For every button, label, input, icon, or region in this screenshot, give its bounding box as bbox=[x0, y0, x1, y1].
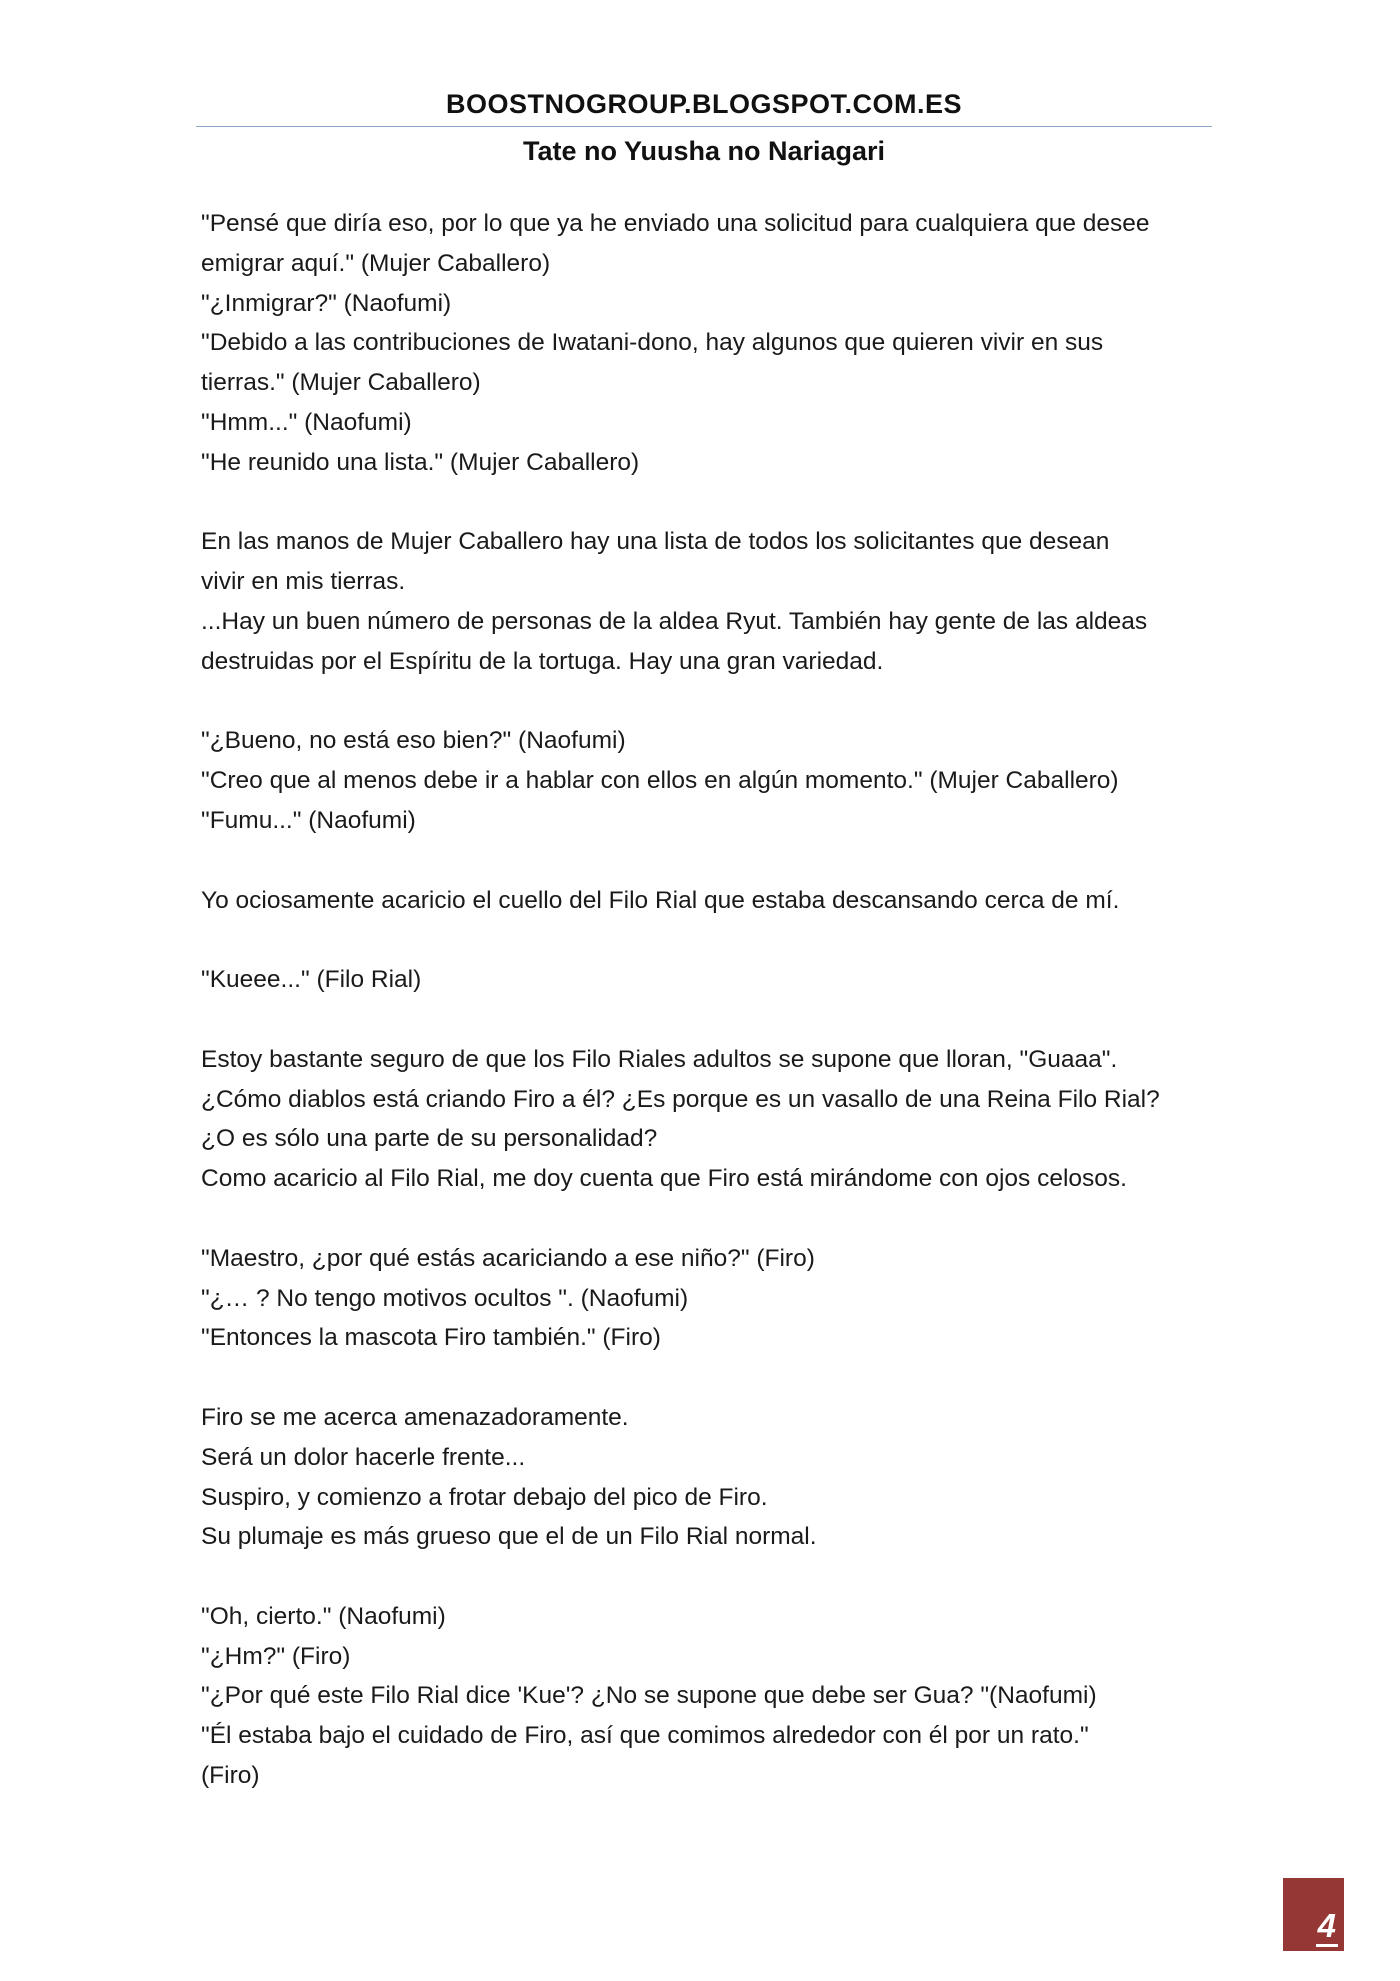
text-line: "Hmm..." (Naofumi) bbox=[201, 408, 412, 436]
text-line: "Oh, cierto." (Naofumi) bbox=[201, 1602, 446, 1630]
text-line: Estoy bastante seguro de que los Filo Riales adultos se supone que lloran, "Guaaa". bbox=[201, 1045, 1118, 1073]
text-line: ¿Cómo diablos está criando Firo a él? ¿Es porque es un vasallo de una Reina Filo Rial? bbox=[201, 1085, 1160, 1113]
text-line: "¿Por qué este Filo Rial dice 'Kue'? ¿No se supone que debe ser Gua? "(Naofumi) bbox=[201, 1682, 1097, 1710]
text-line: "Debido a las contribuciones de Iwatani-dono, hay algunos que quieren vivir en sus bbox=[201, 329, 1104, 357]
blank-line bbox=[201, 682, 1211, 722]
text-line: Como acaricio al Filo Rial, me doy cuenta que Firo está mirándome con ojos celosos. bbox=[201, 1165, 1127, 1193]
header-divider bbox=[196, 126, 1212, 127]
text-line: ¿O es sólo una parte de su personalidad? bbox=[201, 1125, 658, 1153]
work-title: Tate no Yuusha no Nariagari bbox=[522, 136, 886, 166]
text-line: emigrar aquí." (Mujer Caballero) bbox=[201, 249, 551, 277]
text-line: (Firo) bbox=[201, 1762, 260, 1790]
text-line: Será un dolor hacerle frente... bbox=[201, 1443, 526, 1471]
site-name: BOOSTNOGROUP.BLOGSPOT.COM.ES bbox=[445, 89, 963, 119]
blank-line bbox=[201, 483, 1211, 523]
blank-line bbox=[201, 920, 1211, 960]
text-line: "Pensé que diría eso, por lo que ya he enviado una solicitud para cualquiera que desee bbox=[201, 210, 1150, 237]
text-line: "¿Inmigrar?" (Naofumi) bbox=[201, 289, 452, 317]
text-line: "¿… ? No tengo motivos ocultos ". (Naofumi) bbox=[201, 1284, 689, 1312]
page-header bbox=[196, 86, 1212, 169]
text-line: "Entonces la mascota Firo también." (Firo) bbox=[201, 1324, 661, 1352]
page-number: 4 bbox=[1316, 1908, 1338, 1947]
text-line: En las manos de Mujer Caballero hay una lista de todos los solicitantes que desean bbox=[201, 528, 1110, 556]
text-line: "Creo que al menos debe ir a hablar con ellos en algún momento." (Mujer Caballero) bbox=[201, 767, 1119, 795]
body-text bbox=[201, 204, 1211, 1796]
blank-line bbox=[201, 841, 1211, 881]
blank-line bbox=[201, 1557, 1211, 1597]
text-line: Firo se me acerca amenazadoramente. bbox=[201, 1403, 629, 1431]
text-line: "Kueee..." (Filo Rial) bbox=[201, 966, 422, 994]
text-line: "Él estaba bajo el cuidado de Firo, así que comimos alrededor con él por un rato." bbox=[201, 1722, 1089, 1750]
text-line: tierras." (Mujer Caballero) bbox=[201, 369, 481, 397]
text-line: "Maestro, ¿por qué estás acariciando a ese niño?" (Firo) bbox=[201, 1244, 815, 1272]
blank-line bbox=[201, 1358, 1211, 1398]
text-line: Suspiro, y comienzo a frotar debajo del pico de Firo. bbox=[201, 1483, 768, 1511]
blank-line bbox=[201, 1199, 1211, 1239]
text-line: "¿Hm?" (Firo) bbox=[201, 1642, 351, 1670]
text-line: ...Hay un buen número de personas de la aldea Ryut. También hay gente de las aldeas bbox=[201, 607, 1148, 635]
text-line: vivir en mis tierras. bbox=[201, 568, 406, 596]
page-number-badge bbox=[1283, 1878, 1344, 1951]
text-line: destruidas por el Espíritu de la tortuga. Hay una gran variedad. bbox=[201, 647, 884, 675]
blank-line bbox=[201, 1000, 1211, 1040]
text-line: Su plumaje es más grueso que el de un Filo Rial normal. bbox=[201, 1523, 817, 1551]
text-line: "¿Bueno, no está eso bien?" (Naofumi) bbox=[201, 727, 626, 755]
text-line: "Fumu..." (Naofumi) bbox=[201, 806, 416, 834]
text-line: Yo ociosamente acaricio el cuello del Filo Rial que estaba descansando cerca de mí. bbox=[201, 886, 1120, 914]
text-line: "He reunido una lista." (Mujer Caballero) bbox=[201, 448, 640, 476]
